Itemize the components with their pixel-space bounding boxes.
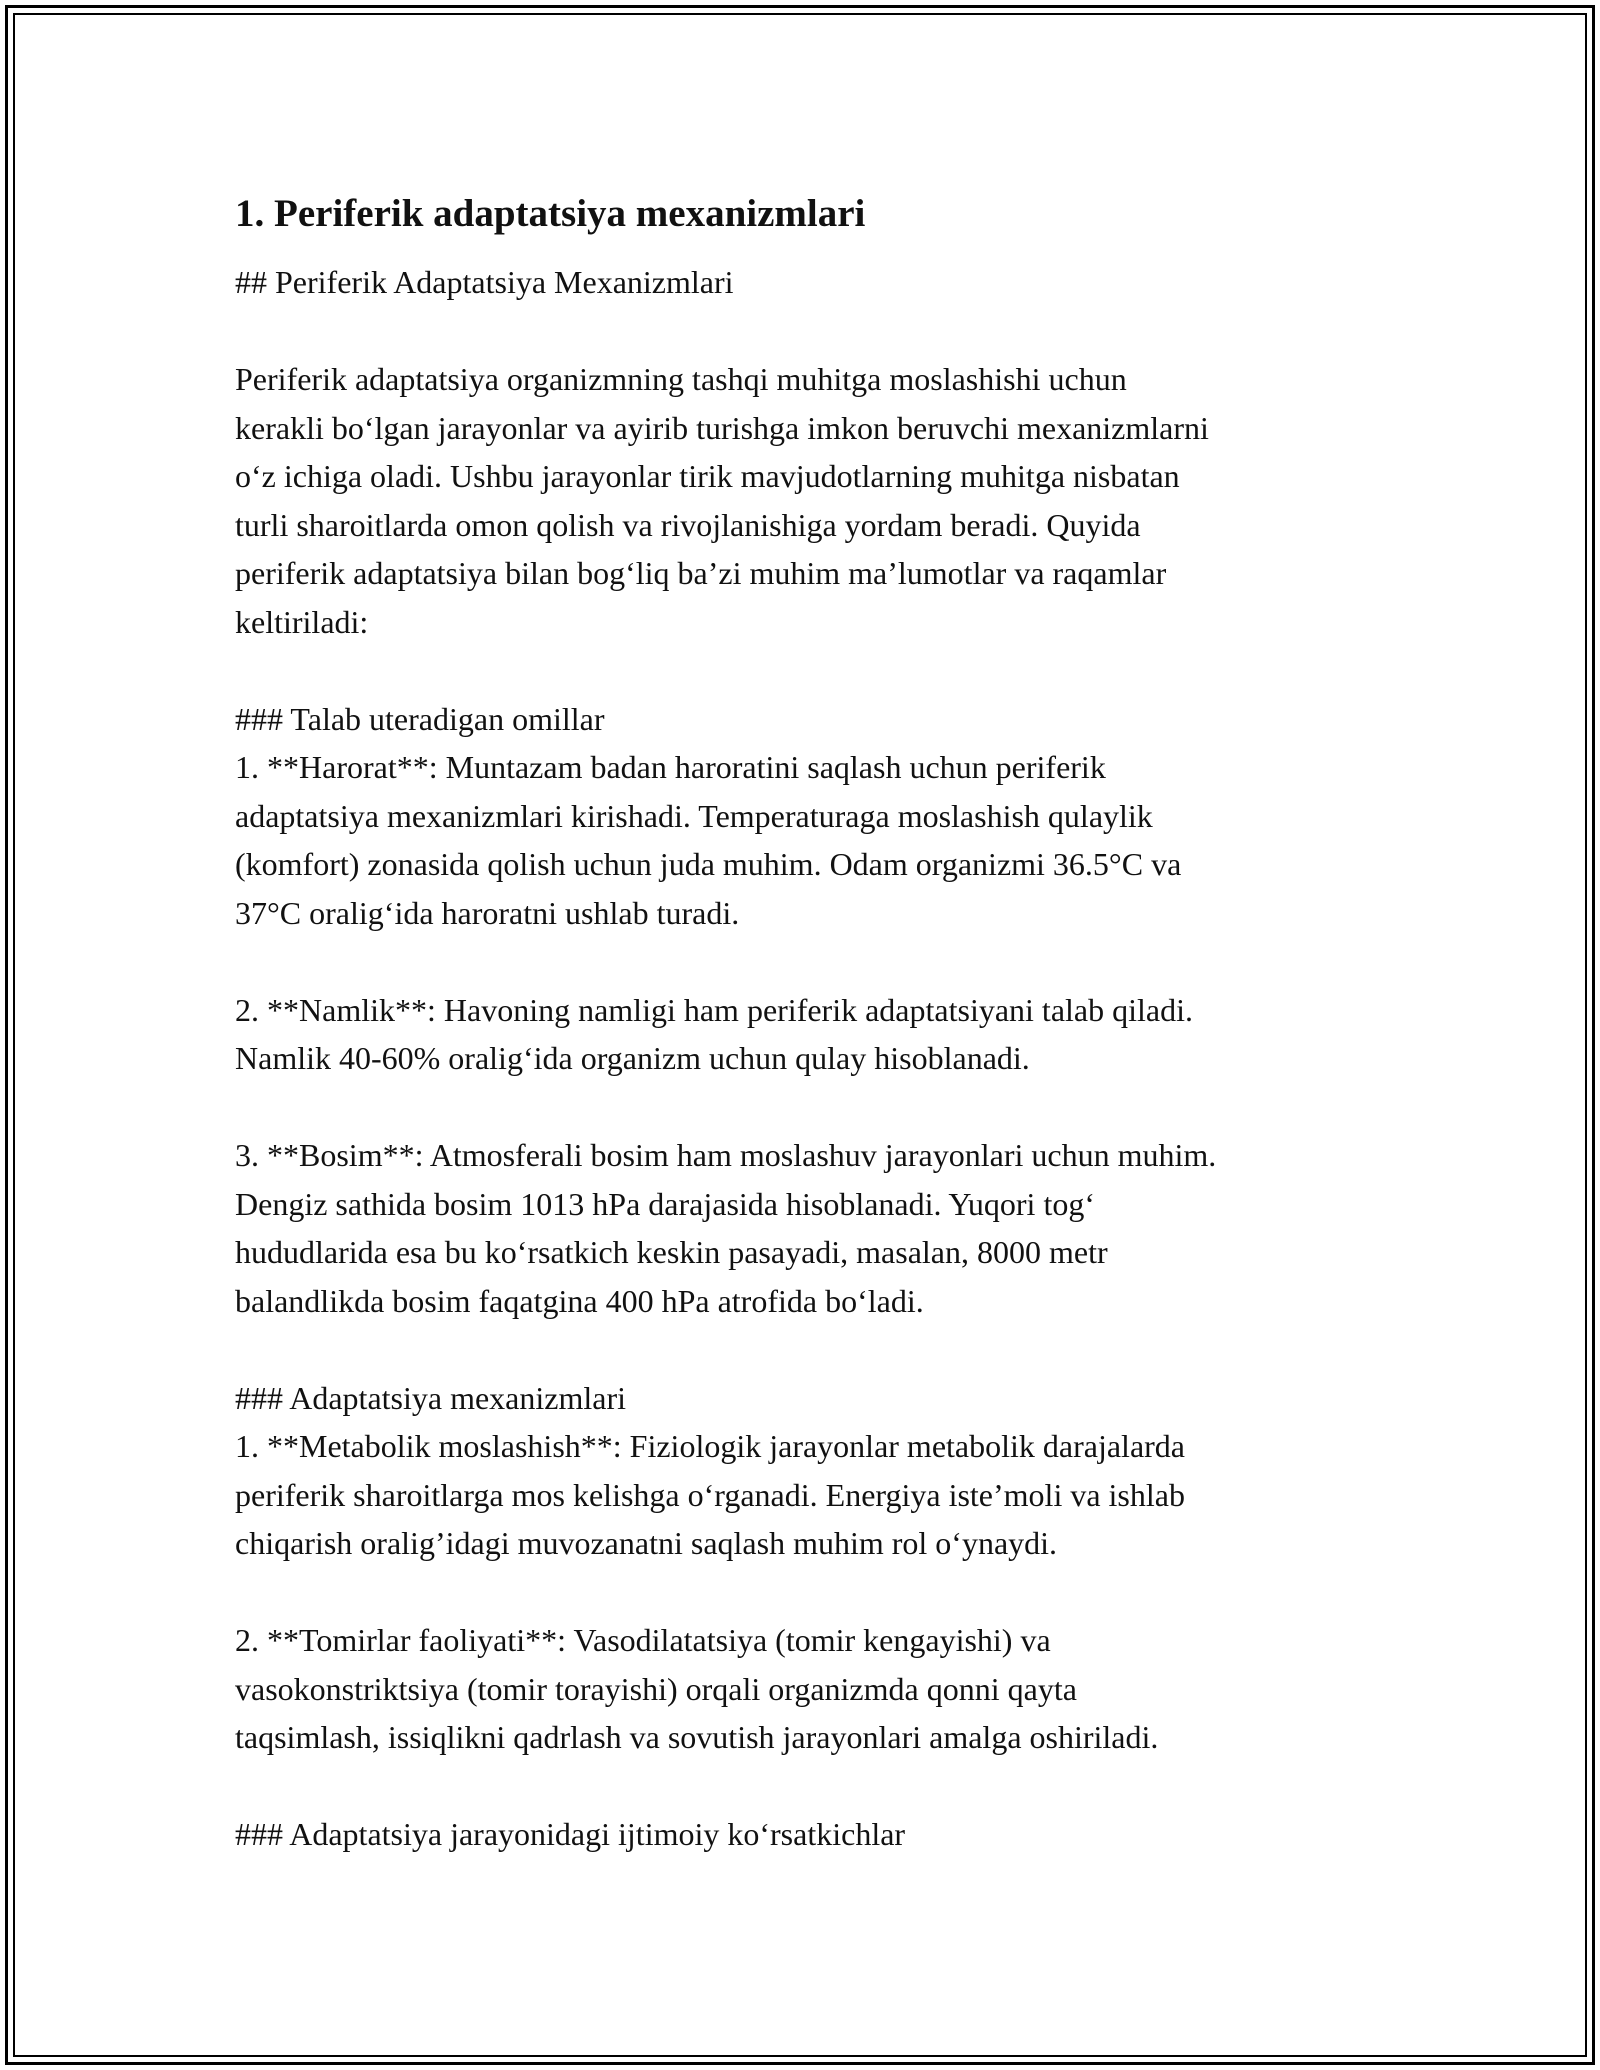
paragraph-gap	[235, 646, 1385, 695]
paragraph: 2. **Tomirlar faoliyati**: Vasodilatatsiya (tomir kengayishi) va vasokonstriktsiya (tomir torayishi) orqali organizmda qonni qayta taqsimlash, issiqlikni qadrlash va sovutish jarayonlari amalga oshiriladi.	[235, 1622, 1159, 1755]
document-body	[235, 186, 1385, 1859]
paragraph: ## Periferik Adaptatsiya Mexanizmlari	[235, 264, 734, 300]
paragraph: 2. **Namlik**: Havoning namligi ham periferik adaptatsiyani talab qiladi. Namlik 40-60% oralig‘ida organizm uchun qulay hisoblanadi.	[235, 991, 1193, 1076]
paragraph-gap	[235, 1083, 1385, 1132]
paragraph-gap	[235, 937, 1385, 986]
paragraph-gap	[235, 1762, 1385, 1811]
paragraph: Periferik adaptatsiya organizmning tashqi muhitga moslashishi uchun kerakli bo‘lgan jarayonlar va ayirib turishga imkon beruvchi mexanizmlarni o‘z ichiga oladi. Ushbu jarayonlar tirik mavjudotlarning muhitga nisbatan turli sharoitlarda omon qolish va rivojlanishiga yordam beradi. Quyida periferik adaptatsiya bilan bog‘liq ba’zi muhim ma’lumotlar va raqamlar keltiriladi:	[235, 361, 1209, 640]
page-title: 1. Periferik adaptatsiya mexanizmlari	[235, 192, 866, 235]
paragraph: 3. **Bosim**: Atmosferali bosim ham moslashuv jarayonlari uchun muhim. Dengiz sathida bosim 1013 hPa darajasida hisoblanadi. Yuqori tog‘ hududlarida esa bu ko‘rsatkich keskin pasayadi, masalan, 8000 metr balandlikda bosim faqatgina 400 hPa atrofida bo‘ladi.	[235, 1137, 1217, 1319]
paragraph: ### Talab uteradigan omillar 1. **Harorat**: Muntazam badan haroratini saqlash uchun periferik adaptatsiya mexanizmlari kirishadi. Temperaturaga moslashish qulaylik (komfort) zonasida qolish uchun juda muhim. Odam organizmi 36.5°C va 37°C oralig‘ida haroratni ushlab turadi.	[235, 700, 1182, 931]
paragraph-gap	[235, 1325, 1385, 1374]
document-blocks	[235, 258, 1385, 1859]
paragraph-gap	[235, 307, 1385, 356]
paragraph: ### Adaptatsiya mexanizmlari 1. **Metabolik moslashish**: Fiziologik jarayonlar metabolik darajalarda periferik sharoitlarga mos kelishga o‘rganadi. Energiya iste’moli va ishlab chiqarish oralig’idagi muvozanatni saqlash muhim rol o‘ynaydi.	[235, 1379, 1185, 1561]
paragraph-gap	[235, 1568, 1385, 1617]
paragraph: ### Adaptatsiya jarayonidagi ijtimoiy ko‘rsatkichlar	[235, 1816, 906, 1852]
